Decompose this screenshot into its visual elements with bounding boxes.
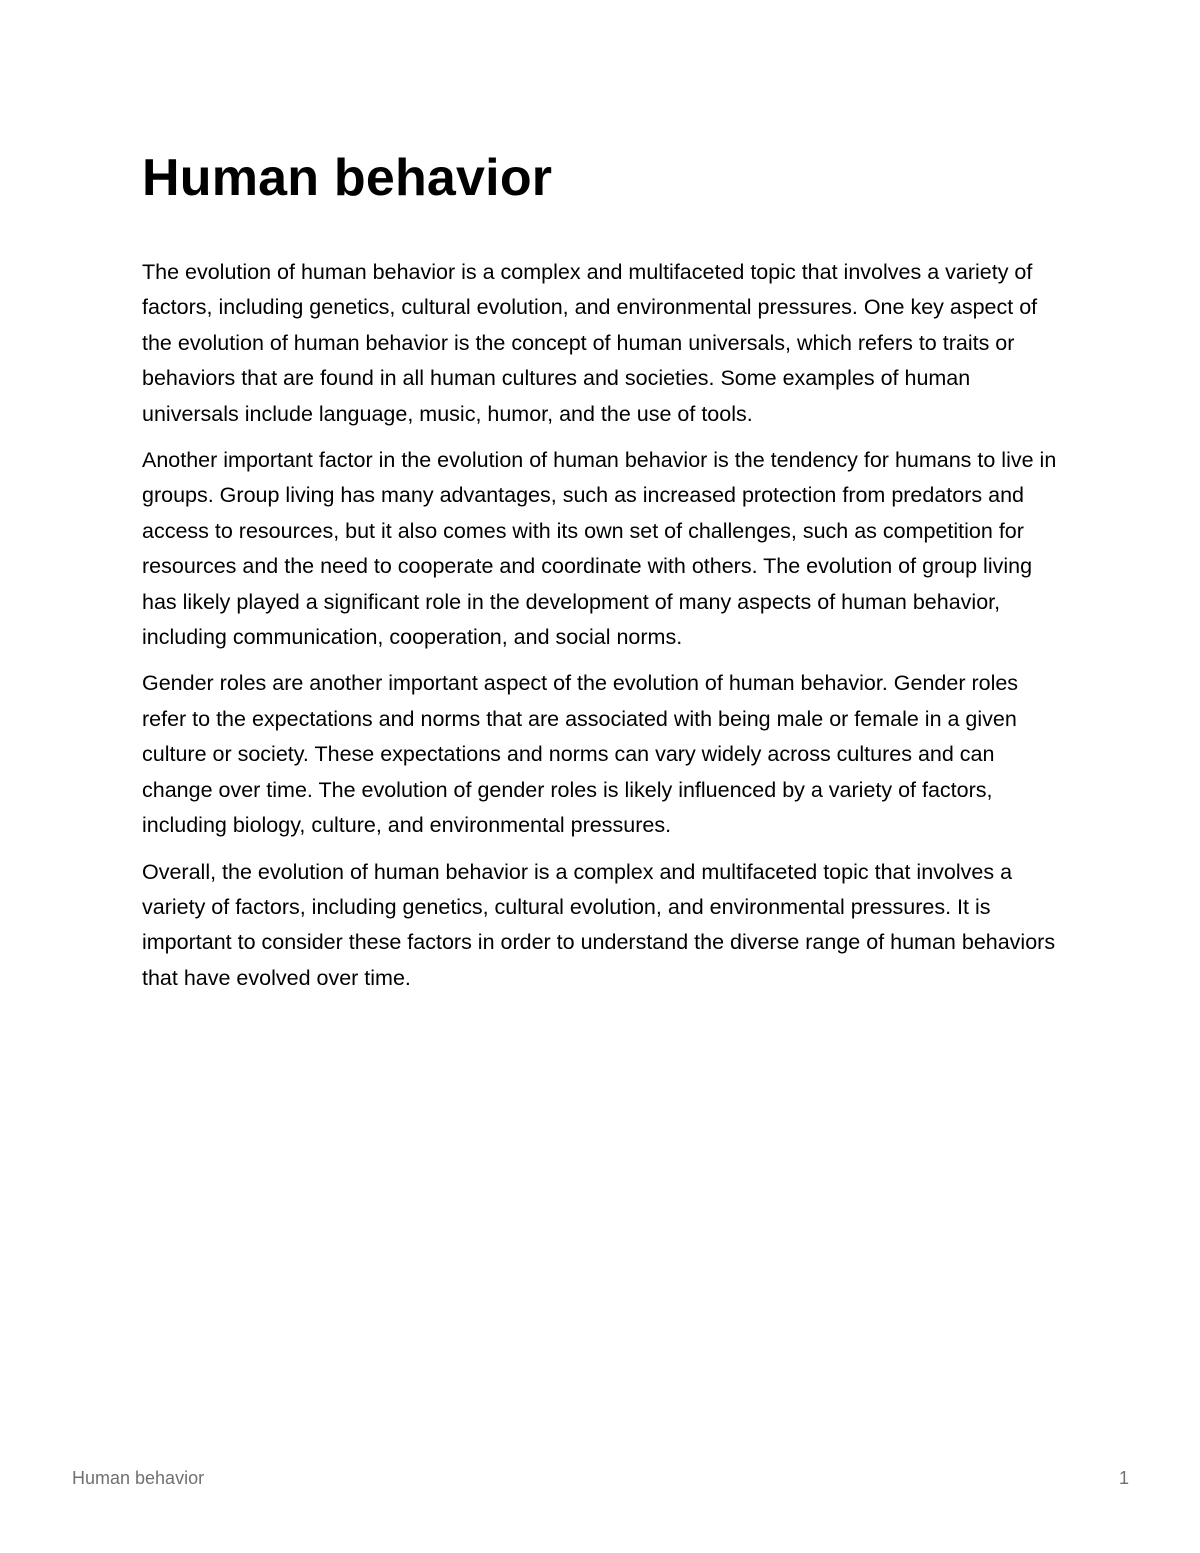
paragraph: Overall, the evolution of human behavior is a complex and multifaceted topic that involves a variety of factors, including genetics, cultural evolution, and environmental pressures. It is important to consider these factors in order to understand the diverse range of human behaviors that have evolved over time. bbox=[142, 859, 1056, 990]
document-title: Human behavior bbox=[142, 149, 553, 207]
paragraph: Another important factor in the evolution of human behavior is the tendency for humans to live in groups. Group living has many advantages, such as increased protection from predators and access to resources, but it also comes with its own set of challenges, such as competition for resources and the need to cooperate and coordinate with others. The evolution of group living has likely played a significant role in the development of many aspects of human behavior, including communication, cooperation, and social norms. bbox=[142, 448, 1057, 650]
footer-title: Human behavior bbox=[72, 1468, 205, 1488]
paragraph: The evolution of human behavior is a complex and multifaceted topic that involves a variety of factors, including genetics, cultural evolution, and environmental pressures. One key aspect of the evolution of human behavior is the concept of human universals, which refers to traits or behaviors that are found in all human cultures and societies. Some examples of human universals include language, music, humor, and the use of tools. bbox=[142, 260, 1038, 426]
page-number: 1 bbox=[1118, 1468, 1129, 1488]
paragraph: Gender roles are another important aspect of the evolution of human behavior. Gender roles refer to the expectations and norms that are associated with being male or female in a given culture or society. These expectations and norms can vary widely across cultures and can change over time. The evolution of gender roles is likely influenced by a variety of factors, including biology, culture, and environmental pressures. bbox=[142, 671, 1019, 838]
document-body bbox=[142, 255, 1067, 1007]
